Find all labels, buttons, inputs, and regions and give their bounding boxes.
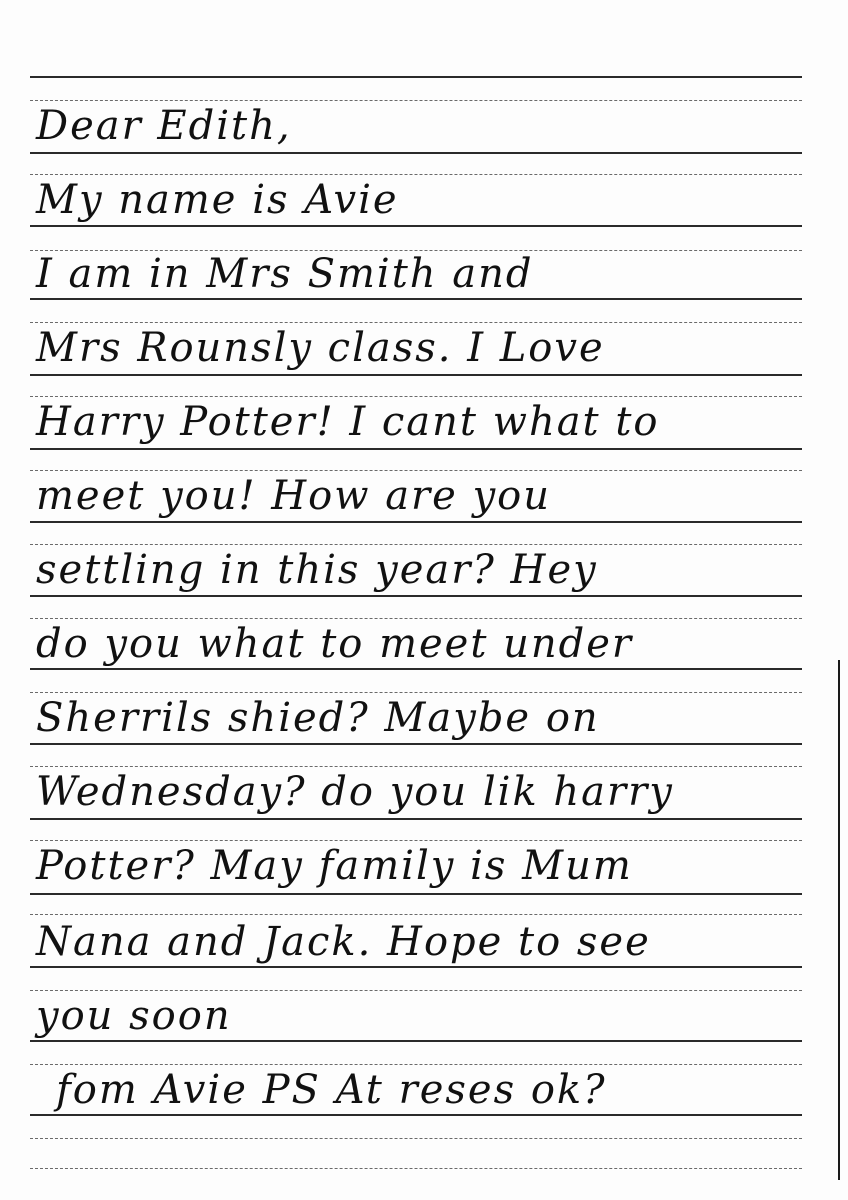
paper-rule (30, 668, 802, 670)
paper-rule (30, 966, 802, 968)
letter-line-12: Nana and Jack. Hope to see (36, 919, 651, 965)
letter-line-11: Potter? May family is Mum (36, 843, 633, 889)
paper-rule (30, 76, 802, 78)
letter-line-7: settling in this year? Hey (36, 547, 598, 593)
letter-line-10: Wednesday? do you lik harry (36, 769, 674, 815)
paper-rule (30, 893, 802, 895)
paper-rule (30, 448, 802, 450)
paper-guide-line (30, 1168, 802, 1169)
paper-rule (30, 595, 802, 597)
paper-rule (30, 1114, 802, 1116)
letter-line-8: do you what to meet under (36, 621, 634, 667)
letter-line-9: Sherrils shied? Maybe on (36, 695, 600, 741)
letter-line-4: Mrs Rounsly class. I Love (36, 325, 605, 371)
letter-line-13: you soon (36, 993, 232, 1039)
letter-line-6: meet you! How are you (36, 473, 552, 519)
page-edge (838, 660, 840, 1180)
paper-rule (30, 152, 802, 154)
letter-line-3: I am in Mrs Smith and (36, 251, 534, 297)
paper-rule (30, 298, 802, 300)
paper-rule (30, 1040, 802, 1042)
letter-line-2: My name is Avie (36, 177, 399, 223)
letter-line-14: fom Avie PS At reses ok? (56, 1067, 607, 1113)
paper-rule (30, 225, 802, 227)
paper-rule (30, 374, 802, 376)
letter-line-5: Harry Potter! I cant what to (36, 399, 660, 445)
paper-rule (30, 521, 802, 523)
paper-guide-line (30, 1138, 802, 1139)
letter-line-1: Dear Edith, (36, 103, 292, 149)
paper-rule (30, 818, 802, 820)
paper-rule (30, 743, 802, 745)
